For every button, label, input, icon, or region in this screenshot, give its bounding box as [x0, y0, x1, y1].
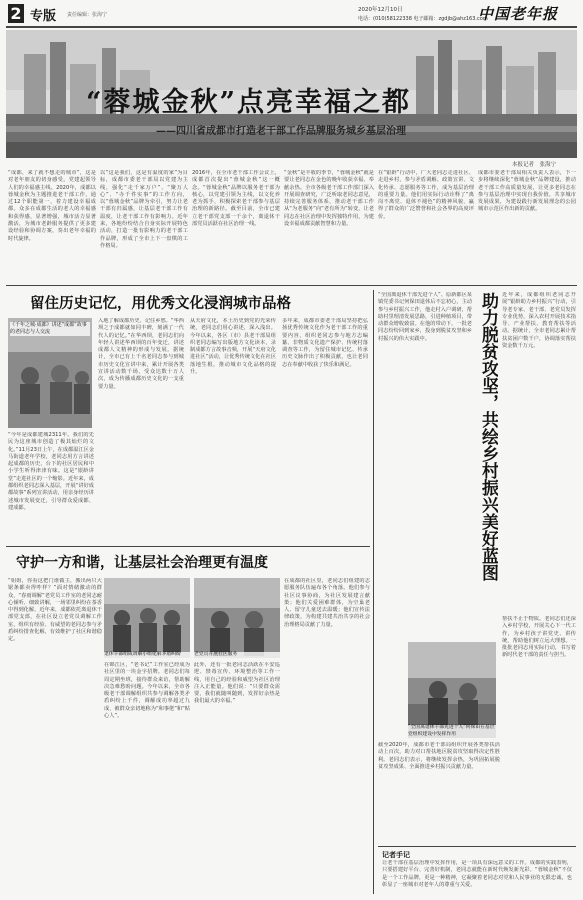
byline: 本报记者 张海宁	[512, 162, 557, 168]
issue-date: 2020年12月10日	[358, 7, 403, 13]
story1-column: “今年是成都建城2311年。我们的先民为这座城市创造了极其灿烂的文化。”11月23日上午，在成都温江区金马街道老年学校，老同志用方言讲述起成都的历史，台下的社区居民和中小学生听得津津有味。这是“银龄讲堂”走进社区的一个缩影。近年来，成都组织老同志深入基层，开展“讲好成都故事”系列宣讲活动，用亲身经历讲述城市发展变迁，引导群众爱成都、建成都。	[8, 432, 94, 511]
story1-column: 多年来，成都市委老干部局坚持把弘扬优秀传统文化作为老干部工作的重要内容，组织老同志参与地方志编纂、非物质文化遗产保护、传统村落调查等工作，为留住城市记忆、传承历史文脉作出了积极贡献，也让老同志在奉献中收获了快乐和满足。	[282, 318, 368, 368]
community-service-photo-illustration	[194, 578, 280, 658]
newspaper-logo: 中国老年报	[478, 5, 559, 23]
story3-photo-caption: “全国离退休干部先进个人”何保田在基层党组织建设中发挥作用	[408, 725, 495, 737]
story3-column: “全国离退休干部先进个人”、原新都区某镇党委书记何保田退休后不忘初心，主动参与乡村振兴工作，他走村入户调研，帮助村里理清发展思路，引进种植项目，带动群众增收致富。在他的带动下，一批老同志纷纷回到家乡，投身到脱贫攻坚和乡村振兴的伟大实践中。	[378, 292, 472, 342]
lead-column: 成都市委老干部局相关负责人表示，下一步将继续深化“蓉城金秋”品牌建设，推动老干部工作高质量发展，让更多老同志在参与基层治理中实现自我价值，共享城市发展成果，为建设践行新发展理念的公园城市示范区作出新的贡献。	[478, 170, 576, 213]
mediation-photo-illustration	[104, 578, 190, 658]
section-divider	[6, 546, 370, 547]
contact-info: 电话：(010)58122338 电子邮箱：zgdjb@ahz163.com	[358, 16, 488, 22]
masthead	[0, 0, 583, 28]
masthead-rule	[6, 26, 577, 28]
field-visit-photo-illustration	[408, 642, 496, 738]
story2-column: 在锦江区，“老书记”工作室已经成为社区里的一块金字招牌。老同志们每周定期坐班，接待群众来访，帮助解决急难愁盼问题。今年以来，全市各级老干部调解组织共参与调解各类矛盾纠纷上千件，调解成功率超过九成，被群众亲切地称为“和事佬”和“贴心人”。	[104, 662, 190, 720]
story2-column: 此外，还有一批老同志活跃在平安巡逻、禁毒宣传、环境整治等工作一线，用自己的经验和威望为社区治理注入正能量。他们说：“只要群众需要，我们就随叫随到，发挥好余热是我们最大的幸福。”	[194, 662, 280, 705]
story3-photo	[408, 642, 496, 738]
story3-column: 截至2020年，成都市老干部局组织开展各类帮扶活动上百次，助力对口帮扶地区脱贫攻坚取得决定性胜利。老同志们表示，将继续发挥余热，为巩固拓展脱贫攻坚成果、全面推进乡村振兴贡献力量。	[378, 742, 500, 770]
banner-subtitle: ——四川省成都市打造老干部工作品牌服务城乡基层治理	[156, 126, 406, 137]
story2-column: 在成都的社区里，老同志们组建的志愿服务队伍遍布各个角落。他们参与社区议事协商，为社区发展建言献策；他们关爱困难群体，为空巢老人、留守儿童送去温暖；他们宣传法律政策，为构建共建共治共享的社会治理格局贡献了力量。	[284, 578, 370, 628]
story1-headline: 留住历史记忆，用优秀文化浸润城市品格	[30, 295, 291, 312]
story2-photo-caption: 老党员开展社区服务	[194, 652, 280, 659]
story3-column: 帮扶不止于物质。老同志们还深入乡村学校，开展关心下一代工作，为乡村孩子讲党史、讲传统，帮助他们树立远大理想。一批批老同志用实际行动，书写着新时代老干部的责任与担当。	[502, 616, 576, 659]
section-divider	[6, 285, 577, 286]
story2-photo-left	[104, 578, 190, 658]
lead-column: 以“这是我们，这是有温度的家”为目标，成都市委老干部局以党建为主线，强化“走千家万户”、“聚万人心”、“办千件实事”的工作方向，以“蓉城金秋”品牌为牵引，努力让老干部有归属感，让基层老干部工作有温度，让老干部工作有影响力。近年来，各地纷纷结合自身实际开展特色活动，打造一批有影响力的老干部工作品牌，形成了全市上下一盘棋的工作格局。	[100, 170, 188, 249]
page-number-badge: 2	[8, 4, 24, 23]
column-divider	[373, 290, 374, 894]
lead-column: 2016年，在全市老干部工作会议上，成都首次提出“蓉城金秋”这一概念。“蓉城金秋”品牌以服务老干部为核心，以党建引领为主线，以文化养老为抓手，积极探索老干部参与基层治理的新路径。截至目前，全市已建立老干部党支部一千余个，离退休干部党员活跃在社区治理一线。	[192, 170, 280, 228]
lead-column: “成都，来了就不想走的城市”，这是对老年朋友的切身感受。党建起领导人们的幸福感主线。2020年，成都以蓉城金秋为主题推进老干部工作，通过12个职能第一，着力建设幸福成都。众多在成都生活的老人的幸福感和获得感，显著增强，城市活力显著激活，为城市老龄服务提供了更多建设经验和协调方案，奏出老年幸福的时代旋律。	[8, 170, 96, 242]
story1-column: 从天府文化，本土历史到党的光荣传统，老同志们用心讲述，深入浅出。今年以来，各区（市）县老干部局组织老同志编写出版地方文化读本，录制成都方言故事音频，开展“天府文化进社区”活动，让优秀传统文化在社区落地生根，推动城市文化品格的提升。	[190, 318, 276, 376]
banner-title: “蓉城金秋”点亮幸福之都	[86, 87, 412, 118]
commentary-box	[378, 846, 576, 897]
commentary-text: 让老干部在基层治理中发挥作用，是一项具有深远意义的工作。成都的实践表明，只要搭建好平台、完善好机制，老同志就能在新时代焕发新光彩。“蓉城金秋”不仅是一个工作品牌，更是一种精神，它凝聚着老同志对党和人民事业的无限忠诚，也彰显了一座城市对老年人的尊重与关爱。	[382, 860, 572, 888]
commentary-title: 记者手记	[382, 851, 410, 859]
story2-column: “姐姐，你看这把门谁做主，搬出两只大锯条都卖得咋样？”面对情绪激动的群众，“春雨调解”老党员工作室的老同志耐心倾听、细致讲解，一场邻里纠纷在茶香中得到化解。近年来，成都依托离退休干部党支部，在社区设立老党员调解工作室，组织有经验、有威望的老同志参与矛盾纠纷排查化解，有效维护了社区和谐稳定。	[8, 578, 102, 643]
editor-label: 责任编辑：张海宁	[67, 12, 108, 18]
story1-photo-caption: 《千年之城·成都》讲述“成都”故事的老同志与人交流	[10, 322, 90, 336]
story1-column: 入地了解成都历史、记住乡愁。“华西坝之于成都就如同丰碑，刻满了一代代人的记忆。”在华西坝，老同志们向年轻人讲述华西坝的百年变迁，讲述成都人文精神的形成与发展。据统计，全市已有上千名老同志参与到城市历史文化宣讲中来，累计开展各类宣讲活动数千场，受众达数十万人次，成为传播成都历史文化的一支重要力量。	[98, 318, 184, 390]
story3-headline: 助力脱贫攻坚，共绘乡村振兴美好蓝图	[478, 292, 498, 581]
story2-photo-caption: 退休干部组成调解小组化解矛盾纠纷	[104, 652, 190, 659]
story2-photo-right	[194, 578, 280, 658]
story2-headline: 守护一方和谐，让基层社会治理更有温度	[16, 555, 268, 571]
lead-column: “金秋”是丰收的季节，“蓉城金秋”就是要让老同志在金色的晚年收获幸福、奉献余热。全市各级老干部工作部门深入开展调查研究，广泛听取老同志意见，持续完善服务体系，推动老干部工作从“为老服务”向“老有所为”转变，让老同志在社区治理中发挥独特作用，为建设幸福成都贡献智慧和力量。	[284, 170, 374, 228]
story1-photo	[8, 318, 92, 428]
section-label: 专版	[30, 9, 57, 24]
story3-column: 近年来，成都组织老同志开展“银龄助力乡村振兴”行动，引导老专家、老干部、老党员发挥专业优势，深入农村开展技术指导、产业帮扶、教育帮扶等活动。据统计，全市老同志累计帮扶贫困户数千户，协调落实帮扶资金数千万元。	[502, 292, 576, 350]
lead-column: 在“银龄”行动中，广大老同志走进社区、走进乡村，参与矛盾调解、政策宣讲、文化传承、志愿服务等工作，成为基层治理的重要力量。他们用实际行动诠释了“离岗不离党、退休不褪色”的精神风貌，赢得了群众的广泛赞誉和社会各界的高度评价。	[378, 170, 474, 220]
banner-photo	[6, 30, 577, 158]
